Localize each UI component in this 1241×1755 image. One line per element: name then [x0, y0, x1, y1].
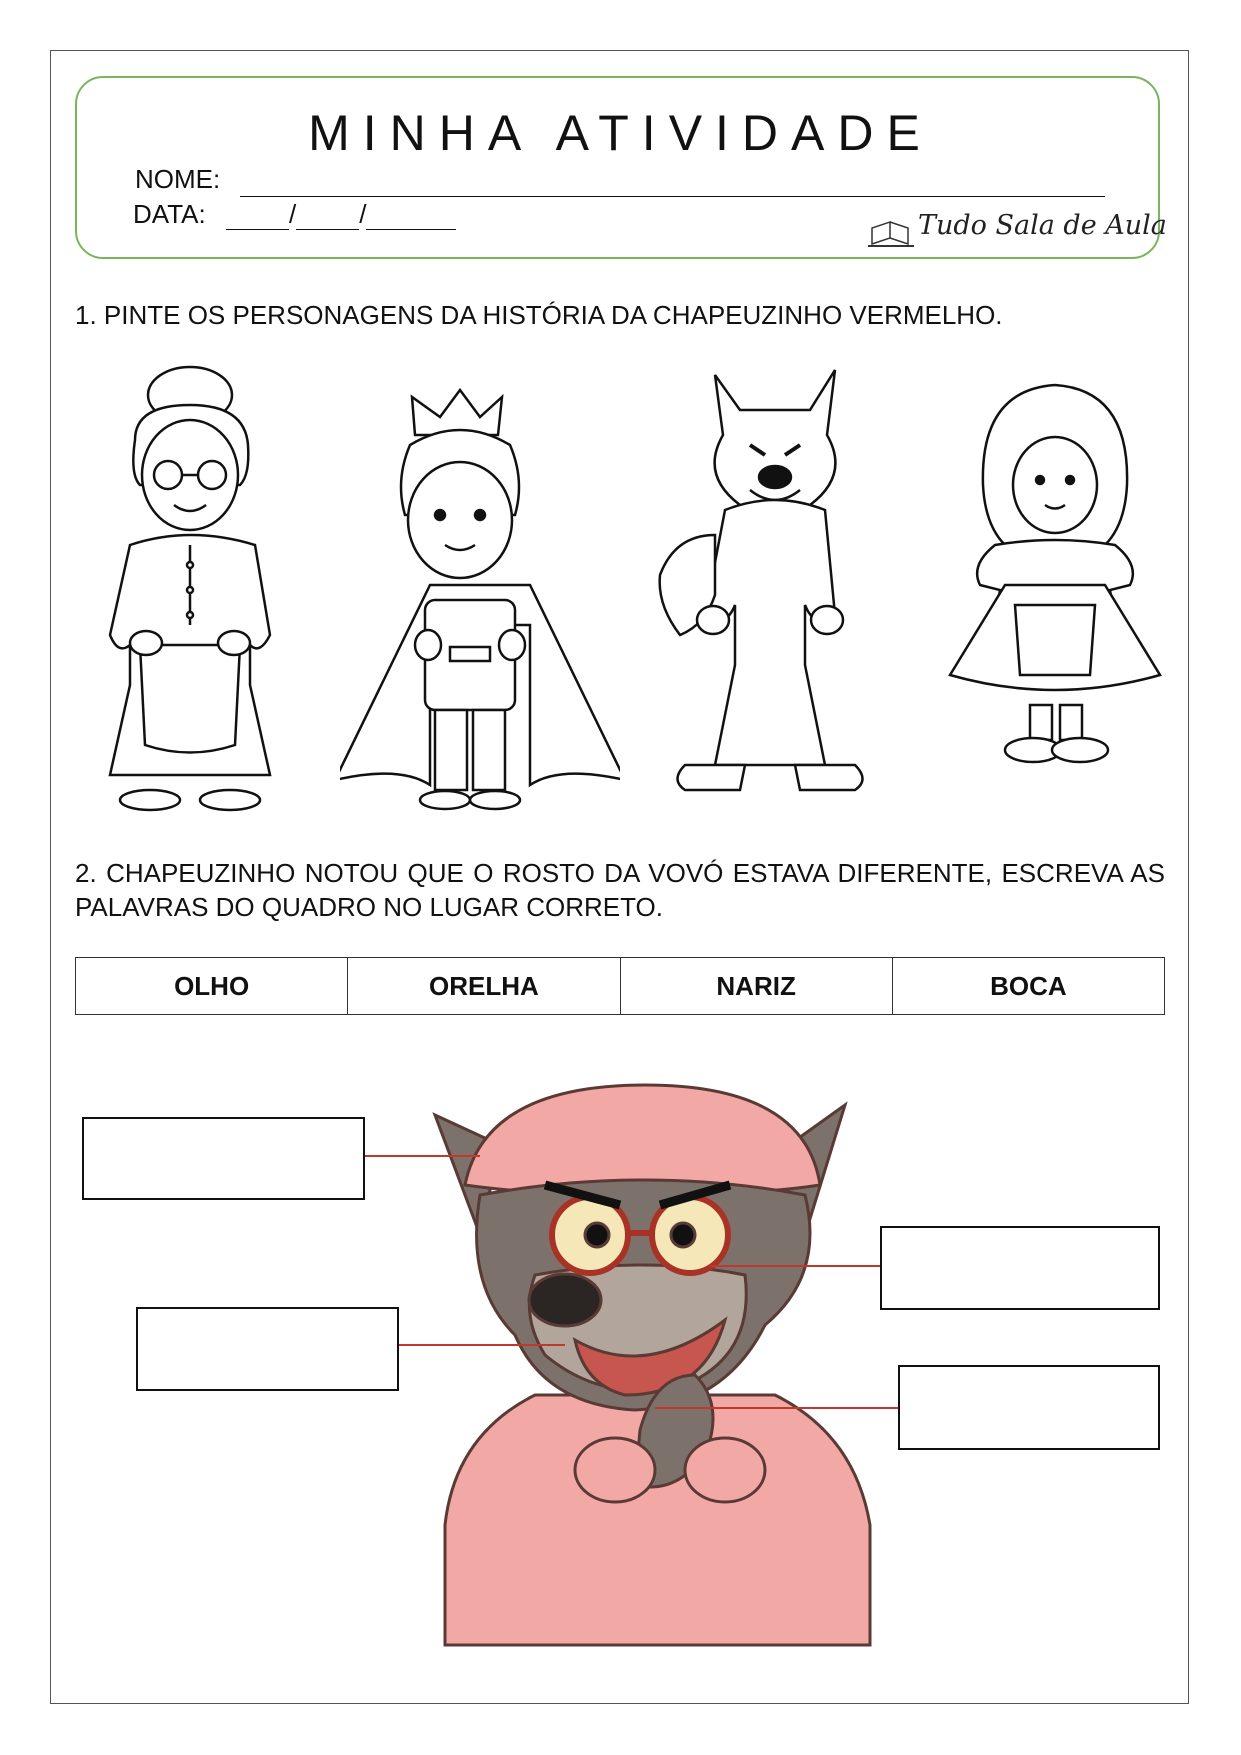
brand-name: Tudo Sala de Aula [918, 210, 1167, 241]
word-bank-cell: NARIZ [620, 958, 892, 1015]
word-bank-cell: ORELHA [348, 958, 620, 1015]
word-bank-cell: BOCA [892, 958, 1164, 1015]
page-title: MINHA ATIVIDADE [308, 105, 933, 161]
question-1: 1. PINTE OS PERSONAGENS DA HISTÓRIA DA CHAPEUZINHO VERMELHO. [75, 300, 1003, 330]
date-separator: / [289, 199, 297, 229]
name-label: NOME: [135, 164, 221, 194]
word-bank-cell: OLHO [76, 958, 348, 1015]
date-separator: / [359, 199, 367, 229]
question-2: 2. CHAPEUZINHO NOTOU QUE O ROSTO DA VOVÓ ESTAVA DIFERENTE, ESCREVA AS PALAVRAS DO QUADRO NO LUGAR CORRETO. [75, 858, 1165, 922]
date-label: DATA: [133, 199, 206, 229]
